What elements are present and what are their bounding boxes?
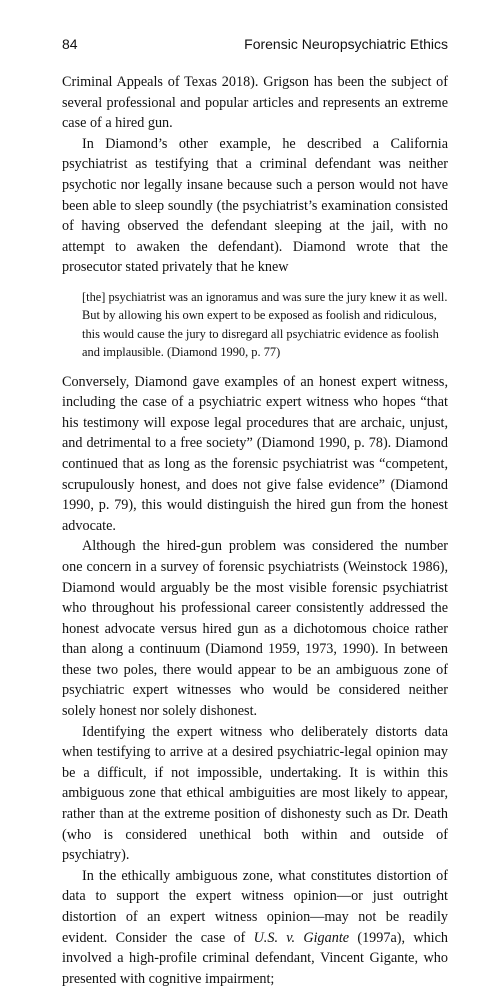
paragraph-diamond-example: In Diamond’s other example, he described a California psychiatrist as testifying that a criminal defendant was neither psychotic nor legally insane because such a person would not have been able to sleep soundly (the psychiatrist’s examination consisted of having observed the defendant sleeping at the jail, with no attempt to awaken the defendant). Diamond wrote that the prosecutor stated privately that he knew bbox=[62, 135, 448, 276]
paragraph-honest-expert: Conversely, Diamond gave examples of an honest expert witness, including the case of a psychiatric expert witness who hopes “that his testimony will expose legal procedures that are archaic, unjust, and detrimental to a free society” (Diamond 1990, p. 78). Diamond continued that as long as the forensic psychiatrist was “competent, scrupulously honest, and does not give false evidence” (Diamond 1990, p. 79), this would distinguish the hired gun from the honest advocate. bbox=[62, 373, 448, 534]
paragraph-distortion: Identifying the expert witness who deliberately distorts data when testifying to arrive at a desired psychiatric-legal opinion may be a difficult, if not impossible, undertaking. It is within this ambiguous zone that ethical ambiguities are most likely to appear, rather than at the extreme position of dishonesty such as Dr. Death (who is considered unethical both within and outside of psychiatry). bbox=[62, 723, 448, 864]
running-head bbox=[62, 36, 448, 56]
paragraph-ambiguous-zone bbox=[62, 866, 448, 989]
block-quote: [the] psychiatrist was an ignoramus and was sure the jury knew it as well. But by allowing his own expert to be exposed as foolish and ridiculous, this would cause the jury to disregard all psychiatric evidence as foolish and implausible. (Diamond 1990, p. 77) bbox=[82, 289, 448, 360]
paragraph-text: In the ethically ambiguous zone, what constitutes distortion of data to support the expert witness opinion—or just outright distortion of an expert witness opinion—may not be readily evident. Consider the case of bbox=[62, 867, 448, 946]
paragraph-text: (1997a), which involved a high-profile criminal defendant, Vincent Gigante, who presented with cognitive impairment; bbox=[62, 929, 448, 987]
paragraph-continuation: Criminal Appeals of Texas 2018). Grigson has been the subject of several professional and popular articles and represents an extreme case of a hired gun. bbox=[62, 74, 448, 132]
case-citation: U.S. v. Gigante bbox=[253, 929, 350, 946]
body-text bbox=[62, 72, 448, 989]
paragraph-hired-gun: Although the hired-gun problem was considered the number one concern in a survey of forensic psychiatrists (Weinstock 1986), Diamond would arguably be the most visible forensic psychiatrist who throughout his professional career consistently addressed the honest advocate versus hired gun as a dichotomous choice rather than along a continuum (Diamond 1959, 1973, 1990). In between these two poles, there would appear to be an ambiguous zone of psychiatric expert witnesses who would be considered neither solely honest nor solely dishonest. bbox=[62, 538, 448, 720]
running-title: Forensic Neuropsychiatric Ethics bbox=[244, 36, 448, 52]
page-number: 84 bbox=[62, 36, 78, 52]
